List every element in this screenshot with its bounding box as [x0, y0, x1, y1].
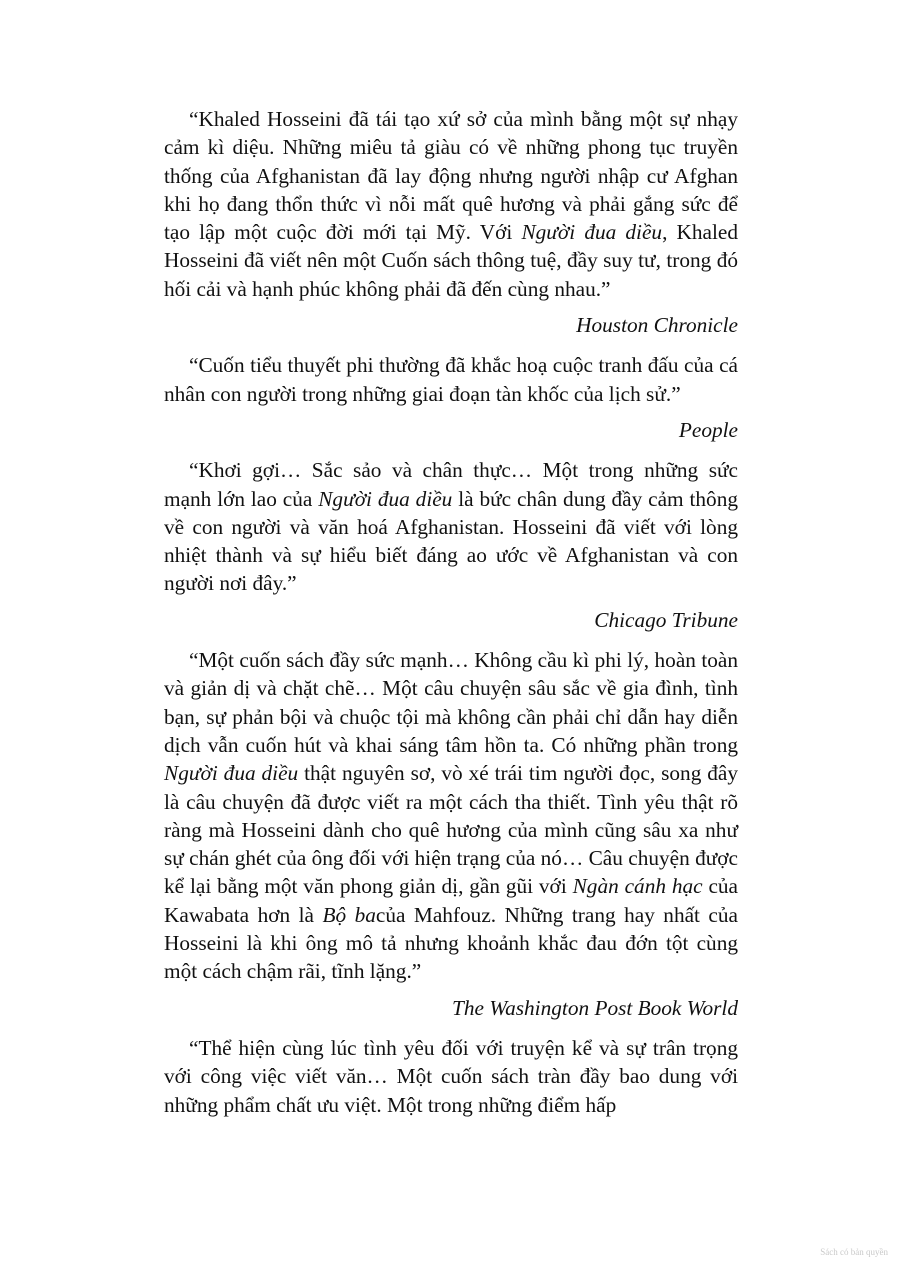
- review-quote: “Khaled Hosseini đã tái tạo xứ sở của mình bằng một sự nhạy cảm kì diệu. Những miêu tả giàu có về những phong tục truyền thống của Afghanistan đã lay động nhưng người nhập cư Afghan khi họ đang thổn thức vì nỗi mất quê hương và phải gắng sức để tạo lập một cuộc đời mới tại Mỹ. Với Người đua diều, Khaled Hosseini đã viết nên một Cuốn sách thông tuệ, đầy suy tư, trong đó hối cải và hạnh phúc không phải đã đến cùng nhau.”: [164, 107, 739, 301]
- review-quote: “Thể hiện cùng lúc tình yêu đối với truyện kể và sự trân trọng với công việc viết văn… Một cuốn sách tràn đầy bao dung với những phẩm chất ưu việt. Một trong những điểm hấp: [164, 1035, 738, 1117]
- review-quote: “Khơi gợi… Sắc sảo và chân thực… Một trong những sức mạnh lớn lao của Người đua diều là bức chân dung đầy cảm thông về con người và văn hoá Afghanistan. Hosseini đã viết với lòng nhiệt thành và sự hiểu biết đáng ao ước về Afghanistan và con người nơi đây.”: [164, 458, 739, 596]
- review-quote: “Cuốn tiểu thuyết phi thường đã khắc hoạ cuộc tranh đấu của cá nhân con người trong những giai đoạn tàn khốc của lịch sử.”: [164, 353, 738, 406]
- review-source: Chicago Tribune: [594, 607, 738, 632]
- review-source: People: [678, 417, 738, 442]
- review-source: The Washington Post Book World: [452, 995, 738, 1020]
- review-quote: “Một cuốn sách đầy sức mạnh… Không cầu kì phi lý, hoàn toàn và giản dị và chặt chẽ… Một câu chuyện sâu sắc về gia đình, tình bạn, sự phản bội và chuộc tội mà không cần phải chỉ dẫn hay diễn dịch vẫn cuốn hút và khai sáng tâm hồn ta. Có những phần trong Người đua diều thật nguyên sơ, vò xé trái tim người đọc, song đây là câu chuyện đã được viết ra một cách tha thiết. Tình yêu thật rõ ràng mà Hosseini dành cho quê hương của mình cũng sâu xa như sự chán ghét của ông đối với hiện trạng của nó… Câu chuyện được kể lại bằng một văn phong giản dị, gần gũi với Ngàn cánh hạc của Kawabata hơn là Bộ bacủa Mahfouz. Những trang hay nhất của Hosseini là khi ông mô tả nhưng khoảnh khắc đau đớn tột cùng một cách chậm rãi, tĩnh lặng.”: [164, 648, 739, 984]
- review-source: Houston Chronicle: [576, 313, 738, 338]
- page-content: [164, 105, 738, 1119]
- watermark: Sách có bản quyền: [820, 1247, 888, 1257]
